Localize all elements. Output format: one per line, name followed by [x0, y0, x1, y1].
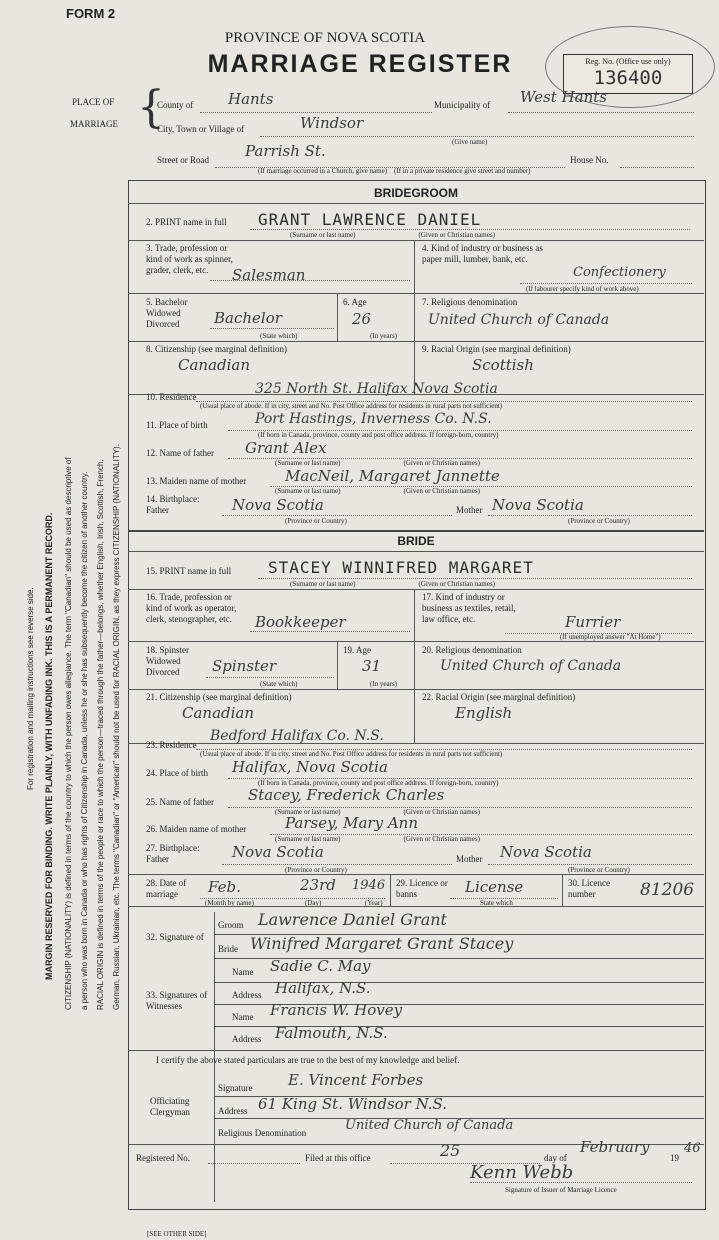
groom-religion: United Church of Canada — [428, 312, 610, 328]
filed-day: 25 — [440, 1141, 461, 1160]
clergy-address: 61 King St. Windsor N.S. — [258, 1095, 448, 1113]
margin-binding-notice: MARGIN RESERVED FOR BINDING. WRITE PLAINLY, WITH UNFADING INK. THIS IS A PERMANENT RECORD. — [44, 512, 54, 980]
registered-line — [208, 1153, 300, 1164]
marriage-day-hint: (Day) — [305, 899, 322, 907]
bride-citizenship-label: 21. Citizenship (see marginal definition) — [146, 692, 292, 702]
street-value: Parrish St. — [245, 142, 326, 160]
bride-heading: BRIDE — [397, 534, 435, 548]
marriage-day: 23rd — [300, 876, 336, 894]
bride-birth: Halifax, Nova Scotia — [232, 758, 388, 776]
groom-industry-label: 4. Kind of industry or business as paper mill, lumber, bank, etc. — [422, 243, 543, 264]
groom-bp-father-hint: (Province or Country) — [285, 517, 347, 525]
bride-print-label: 15. PRINT name in full — [146, 566, 232, 576]
margin-citizenship-def-1: CITIZENSHIP (NATIONALITY) is defined in terms of the country to which the person owes allegiance. The term "Canadian" should be used as descriptive of — [64, 457, 73, 1010]
bride-residence-hint: (Usual place of abode. If in city, street and No. Post Office address for residents in rural parts not sufficient) — [200, 750, 503, 758]
groom-bp-mother: Nova Scotia — [492, 496, 584, 514]
form-number: FORM 2 — [66, 6, 116, 21]
groom-residence-label: 10. Residence — [146, 392, 197, 402]
margin-racial-def-2: German, Russian, Ukrainian, etc. The terms "Canadian" or "American" should not be used for RACIAL ORIGIN, as they express CITIZENSHIP (NATIONALITY). — [112, 444, 121, 1010]
licence-hint: State which — [480, 899, 513, 907]
filed-year: 46 — [684, 1141, 701, 1156]
bride-name: STACEY WINNIFRED MARGARET — [268, 558, 534, 577]
licence-number: 81206 — [640, 880, 695, 900]
bride-age-hint: (In years) — [370, 680, 398, 688]
groom-industry: Confectionery — [573, 265, 666, 280]
licence-value: License — [465, 878, 524, 896]
groom-age-label: 6. Age — [343, 297, 367, 307]
bride-bp-mother-hint: (Province or Country) — [568, 866, 630, 874]
bride-bp-father-hint: (Province or Country) — [285, 866, 347, 874]
county-value: Hants — [228, 90, 274, 108]
bride-residence-label: 23. Residence — [146, 740, 197, 750]
signature-of-label: 32. Signature of — [146, 932, 204, 942]
day-of-label: day of — [544, 1153, 567, 1163]
bride-mother: Parsey, Mary Ann — [285, 814, 418, 832]
bride-status-label: 18. Spinster Widowed Divorced — [146, 645, 190, 677]
place-brace: { — [137, 82, 165, 133]
bride-religion: United Church of Canada — [440, 658, 622, 674]
city-value: Windsor — [300, 114, 364, 132]
clergy-signature: E. Vincent Forbes — [288, 1071, 424, 1089]
bride-sign-label: Bride — [218, 944, 238, 954]
groom-religion-label: 7. Religious denomination — [422, 297, 518, 307]
bride-status: Spinster — [212, 657, 277, 675]
groom-signature: Lawrence Daniel Grant — [258, 910, 447, 929]
bride-religion-label: 20. Religious denomination — [422, 645, 522, 655]
groom-sign-label: Groom — [218, 920, 244, 930]
groom-birth-hint: (If born in Canada, province, county and post office address. If foreign-born, country) — [258, 431, 499, 439]
page-title: MARRIAGE REGISTER — [207, 50, 513, 78]
clergy-signature-label: Signature — [218, 1083, 253, 1093]
city-label: City, Town or Village of — [157, 124, 245, 134]
bride-industry-label: 17. Kind of industry or business as textiles, retail, law office, etc. — [422, 592, 516, 624]
house-label: House No. — [570, 155, 609, 165]
witness1-address-label: Address — [232, 990, 262, 1000]
groom-print-label: 2. PRINT name in full — [146, 217, 227, 227]
bridegroom-heading: BRIDEGROOM — [374, 186, 458, 200]
bride-birth-label: 24. Place of birth — [146, 768, 208, 778]
bride-father: Stacey, Frederick Charles — [248, 786, 445, 804]
issuer-signature: Kenn Webb — [470, 1162, 574, 1183]
issuer-hint: Signature of Issuer of Marriage Licence — [505, 1186, 617, 1194]
groom-status-hint: (State which) — [260, 332, 298, 340]
registration-number-label: Reg. No. (Office use only) — [585, 57, 671, 66]
margin-citizenship-def-2: a person who was born in Canada or who has rights of Citizenship in Canada, unless he or she has subsequently become the citizen of another country. — [80, 471, 89, 1010]
bride-racial-label: 22. Racial Origin (see marginal definition) — [422, 692, 576, 702]
give-name-hint: (Give name) — [452, 138, 488, 146]
margin-racial-def-1: RACIAL ORIGIN is defined in terms of the people or race to which the person—traced through the father—belongs, whether English, Irish, Scottish, French, — [96, 459, 105, 1010]
groom-residence: 325 North St. Halifax Nova Scotia — [255, 381, 498, 397]
marriage-month-hint: (Month by name) — [205, 899, 254, 907]
filed-year-prefix: 19 — [670, 1153, 679, 1163]
bride-father-label: 25. Name of father — [146, 797, 214, 807]
marriage-date-label: 28. Date of marriage — [146, 878, 187, 899]
bride-mother-label: 26. Maiden name of mother — [146, 824, 247, 834]
witnesses-label: 33. Signatures of Witnesses — [146, 990, 208, 1011]
bride-status-hint: (State which) — [260, 680, 298, 688]
bride-bp-mother-label: Mother — [456, 854, 483, 864]
bride-bp-father: Nova Scotia — [232, 843, 324, 861]
certify-statement: I certify the above stated particulars are true to the best of my knowledge and belief. — [156, 1055, 460, 1065]
witness2-address-label: Address — [232, 1034, 262, 1044]
bride-residence: Bedford Halifax Co. N.S. — [210, 728, 384, 744]
bride-trade-label: 16. Trade, profession or kind of work as operator, clerk, stenographer, etc. — [146, 592, 237, 624]
bride-birthplace-label: 27. Birthplace: Father — [146, 843, 200, 864]
groom-mother: MacNeil, Margaret Jannette — [285, 467, 500, 485]
issuer-line — [470, 1170, 692, 1183]
clergy-denomination-label: Religious Denomination — [218, 1128, 307, 1138]
witness1-name-label: Name — [232, 967, 254, 977]
county-label: County of — [157, 100, 194, 110]
bride-age-label: 19. Age — [343, 645, 371, 655]
groom-residence-hint: (Usual place of abode. If in city, street and No. Post Office address for residents in rural parts not sufficient) — [200, 402, 503, 410]
groom-status: Bachelor — [214, 309, 282, 327]
filed-month: February — [580, 1138, 650, 1156]
groom-mother-hint: (Surname or last name) (Given or Christian names) — [275, 487, 480, 495]
groom-bp-mother-hint: (Province or Country) — [568, 517, 630, 525]
registered-label: Registered No. — [136, 1153, 190, 1163]
clergy-label: Officiating Clergyman — [150, 1096, 190, 1117]
place-label-1: PLACE OF — [72, 97, 115, 107]
groom-citizenship: Canadian — [178, 356, 251, 374]
clergy-address-label: Address — [218, 1106, 248, 1116]
marriage-month: Feb. — [208, 878, 241, 896]
place-note: (If marriage occurred in a Church, give name) (If in a private residence give street and number) — [258, 167, 531, 175]
bride-industry: Furrier — [565, 613, 621, 631]
licence-number-label: 30. Licence number — [568, 878, 610, 899]
groom-name-hint: (Surname or last name) (Given or Christian names) — [290, 231, 495, 239]
groom-father-label: 12. Name of father — [146, 448, 214, 458]
groom-name: GRANT LAWRENCE DANIEL — [258, 210, 482, 229]
groom-status-label: 5. Bachelor Widowed Divorced — [146, 297, 188, 329]
house-line — [620, 155, 694, 168]
bride-signature: Winifred Margaret Grant Stacey — [250, 934, 514, 953]
groom-racial-label: 9. Racial Origin (see marginal definition) — [422, 344, 571, 354]
groom-father-hint: (Surname or last name) (Given or Christian names) — [275, 459, 480, 467]
witness2-name: Francis W. Hovey — [270, 1001, 403, 1019]
groom-bp-mother-label: Mother — [456, 505, 483, 515]
bride-age: 31 — [362, 657, 382, 675]
filed-label: Filed at this office — [305, 1153, 371, 1163]
municipality-label: Municipality of — [434, 100, 491, 110]
marriage-year: 1946 — [352, 878, 386, 893]
province-heading: PROVINCE OF NOVA SCOTIA — [224, 30, 426, 46]
bride-name-hint: (Surname or last name) (Given or Christian names) — [290, 580, 495, 588]
groom-birthplace-label: 14. Birthplace: Father — [146, 494, 200, 515]
groom-bp-father: Nova Scotia — [232, 496, 324, 514]
groom-father: Grant Alex — [245, 439, 327, 457]
groom-citizenship-label: 8. Citizenship (see marginal definition) — [146, 344, 288, 354]
place-label-2: MARRIAGE — [70, 119, 119, 129]
groom-age-hint: (In years) — [370, 332, 398, 340]
bride-birth-hint: (If born in Canada, province, county and post office address. If foreign-born, country) — [258, 779, 499, 787]
groom-industry-hint: (If labourer specify kind of work above) — [526, 285, 639, 293]
groom-birth-label: 11. Place of birth — [146, 420, 208, 430]
witness2-address: Falmouth, N.S. — [275, 1024, 388, 1042]
licence-label: 29. Licence or banns — [396, 878, 448, 899]
bride-bp-mother: Nova Scotia — [500, 843, 592, 861]
margin-instructions: For registration and mailing instructions see reverse side. — [26, 587, 35, 790]
groom-trade: Salesman — [232, 266, 306, 284]
registration-number: 136400 — [593, 67, 663, 89]
bride-mother-hint: (Surname or last name) (Given or Christian names) — [275, 835, 480, 843]
see-other-side: [SEE OTHER SIDE] — [147, 1230, 207, 1238]
groom-birth: Port Hastings, Inverness Co. N.S. — [255, 411, 492, 427]
groom-mother-label: 13. Maiden name of mother — [146, 476, 247, 486]
groom-age: 26 — [352, 310, 372, 328]
groom-trade-label: 3. Trade, profession or kind of work as spinner, grader, clerk, etc. — [146, 243, 233, 275]
bride-trade: Bookkeeper — [255, 613, 346, 631]
witness2-name-label: Name — [232, 1012, 254, 1022]
bride-father-hint: (Surname or last name) (Given or Christian names) — [275, 808, 480, 816]
marriage-year-hint: (Year) — [365, 899, 383, 907]
bride-industry-hint: (If unemployed answer "At Home") — [560, 633, 661, 641]
municipality-value: West Hants — [520, 88, 607, 106]
bride-citizenship: Canadian — [182, 704, 255, 722]
witness1-address: Halifax, N.S. — [275, 979, 371, 997]
street-label: Street or Road — [157, 155, 209, 165]
bride-racial: English — [455, 704, 513, 722]
clergy-denomination: United Church of Canada — [345, 1118, 514, 1133]
witness1-name: Sadie C. May — [270, 957, 371, 975]
groom-racial: Scottish — [472, 356, 534, 374]
